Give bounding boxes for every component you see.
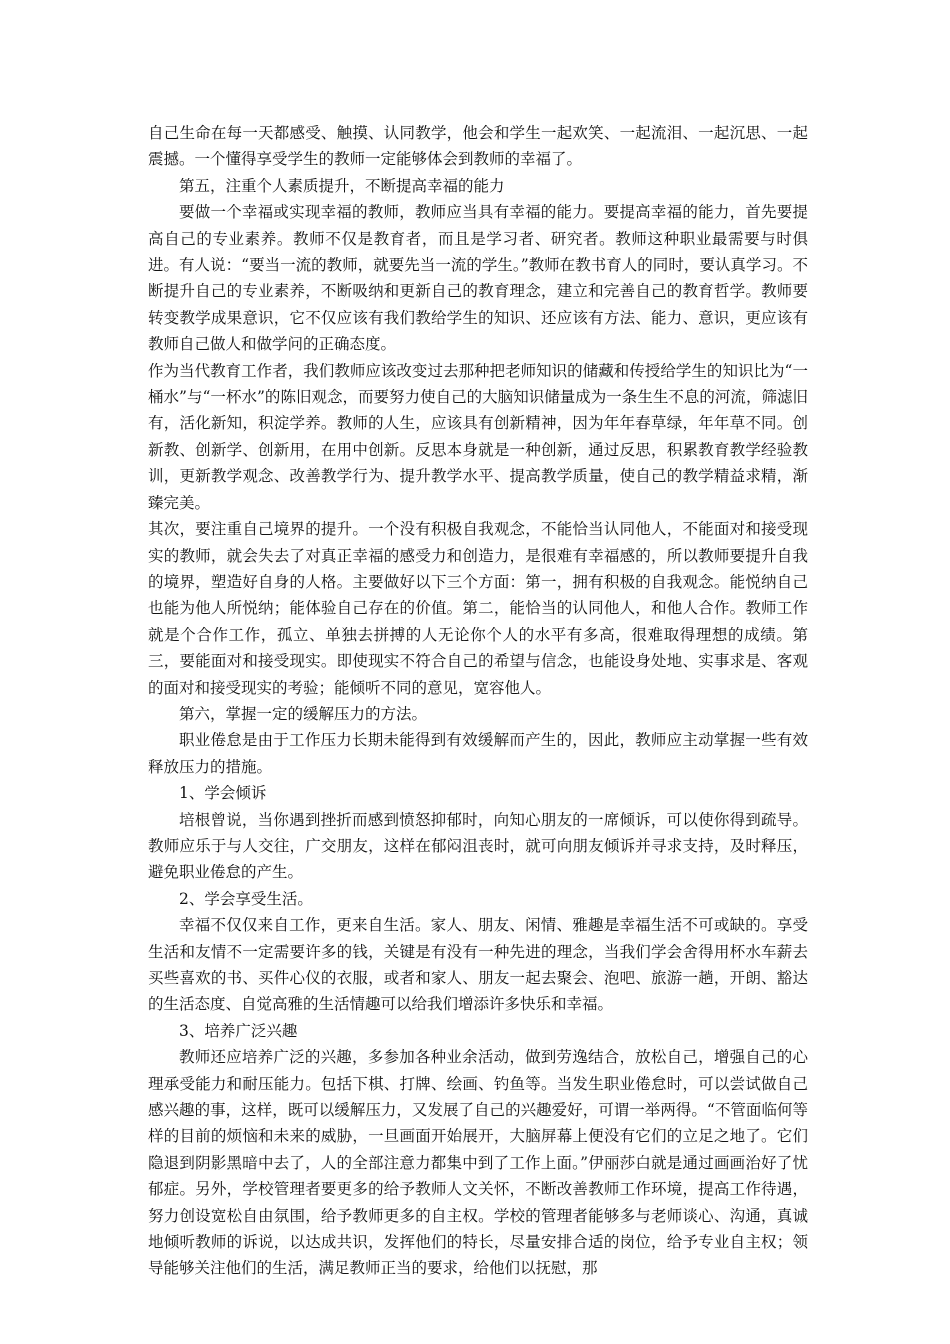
paragraph: 要做一个幸福或实现幸福的教师，教师应当具有幸福的能力。要提高幸福的能力，首先要提高自己的专业素养。教师不仅是教育者，而且是学习者、研究者。教师这种职业最需要与时俱进。有人说：“要当一流的教师，就要先当一流的学生。”教师在教书育人的同时，要认真学习。不断提升自己的专业素养，不断吸纳和更新自己的教育理念，建立和完善自己的教育哲学。教师要转变教学成果意识，它不仅应该有我们教给学生的知识、还应该有方法、能力、意识，更应该有教师自己做人和做学问的正确态度。 bbox=[148, 203, 808, 354]
paragraph: 幸福不仅仅来自工作，更来自生活。家人、朋友、闲情、雅趣是幸福生活不可或缺的。享受生活和友情不一定需要许多的钱，关键是有没有一种先进的理念，当我们学会舍得用杯水车薪去买些喜欢的书、买件心仪的衣服，或者和家人、朋友一起去聚会、泡吧、旅游一趟，开朗、豁达的生活态度、自觉高雅的生活情趣可以给我们增添许多快乐和幸福。 bbox=[148, 916, 808, 1014]
paragraph: 作为当代教育工作者，我们教师应该改变过去那种把老师知识的储藏和传授给学生的知识比为“一桶水”与“一杯水”的陈旧观念，而要努力使自己的大脑知识储量成为一条生生不息的河流，筛滤旧有，活化新知，积淀学养。教师的人生，应该具有创新精神，因为年年春草绿，年年草不同。创新教、创新学、创新用，在用中创新。反思本身就是一种创新，通过反思，积累教育教学经验教训，更新教学观念、改善教学行为、提升教学水平、提高教学质量，使自己的教学精益求精，渐臻完美。 bbox=[148, 361, 808, 512]
paragraph: 培根曾说，当你遇到挫折而感到愤怒抑郁时，向知心朋友的一席倾诉，可以使你得到疏导。教师应乐于与人交往，广交朋友，这样在郁闷沮丧时，就可向朋友倾诉并寻求支持，及时释压，避免职业倦怠的产生。 bbox=[148, 810, 808, 882]
subheading-3: 3、培养广泛兴趣 bbox=[179, 1021, 298, 1040]
subheading-1: 1、学会倾诉 bbox=[179, 784, 267, 803]
paragraph: 其次，要注重自己境界的提升。一个没有积极自我观念，不能恰当认同他人，不能面对和接受现实的教师，就会失去了对真正幸福的感受力和创造力，是很难有幸福感的，所以教师要提升自我的境界，塑造好自身的人格。主要做好以下三个方面：第一，拥有积极的自我观念。能悦纳自己也能为他人所悦纳；能体验自己存在的价值。第二，能恰当的认同他人，和他人合作。教师工作就是个合作工作，孤立、单独去拼搏的人无论你个人的水平有多高，很难取得理想的成绩。第三，要能面对和接受现实。即使现实不符合自己的希望与信念，也能设身处地、实事求是、客观的面对和接受现实的考验；能倾听不同的意见，宽容他人。 bbox=[148, 520, 808, 697]
paragraph: 教师还应培养广泛的兴趣，多参加各种业余活动，做到劳逸结合，放松自己，增强自己的心理承受能力和耐压能力。包括下棋、打牌、绘画、钓鱼等。当发生职业倦怠时，可以尝试做自己感兴趣的事，这样，既可以缓解压力，又发展了自己的兴趣爱好，可谓一举两得。“不管面临何等样的目前的烦恼和未来的威胁，一旦画面开始展开，大脑屏幕上便没有它们的立足之地了。它们隐退到阴影黑暗中去了，人的全部注意力都集中到了工作上面。”伊丽莎白就是通过画画治好了忧郁症。另外，学校管理者要更多的给予教师人文关怀，不断改善教师工作环境，提高工作待遇，努力创设宽松自由氛围，给予教师更多的自主权。学校的管理者能够多与老师谈心、沟通，真诚地倾听教师的诉说，以达成共识，发挥他们的特长，尽量安排合适的岗位，给予专业自主权；领导能够关注他们的生活，满足教师正当的要求，给他们以抚慰，那 bbox=[148, 1048, 808, 1278]
section-heading-fifth: 第五，注重个人素质提升，不断提高幸福的能力 bbox=[179, 176, 505, 195]
section-heading-sixth: 第六，掌握一定的缓解压力的方法。 bbox=[179, 704, 428, 723]
paragraph-continuation: 自己生命在每一天都感受、触摸、认同教学，他会和学生一起欢笑、一起流泪、一起沉思、一起震撼。一个懂得享受学生的教师一定能够体会到教师的幸福了。 bbox=[148, 124, 808, 169]
document-body bbox=[148, 120, 808, 1282]
paragraph: 职业倦怠是由于工作压力长期未能得到有效缓解而产生的，因此，教师应主动掌握一些有效释放压力的措施。 bbox=[148, 731, 808, 776]
subheading-2: 2、学会享受生活。 bbox=[179, 889, 313, 908]
